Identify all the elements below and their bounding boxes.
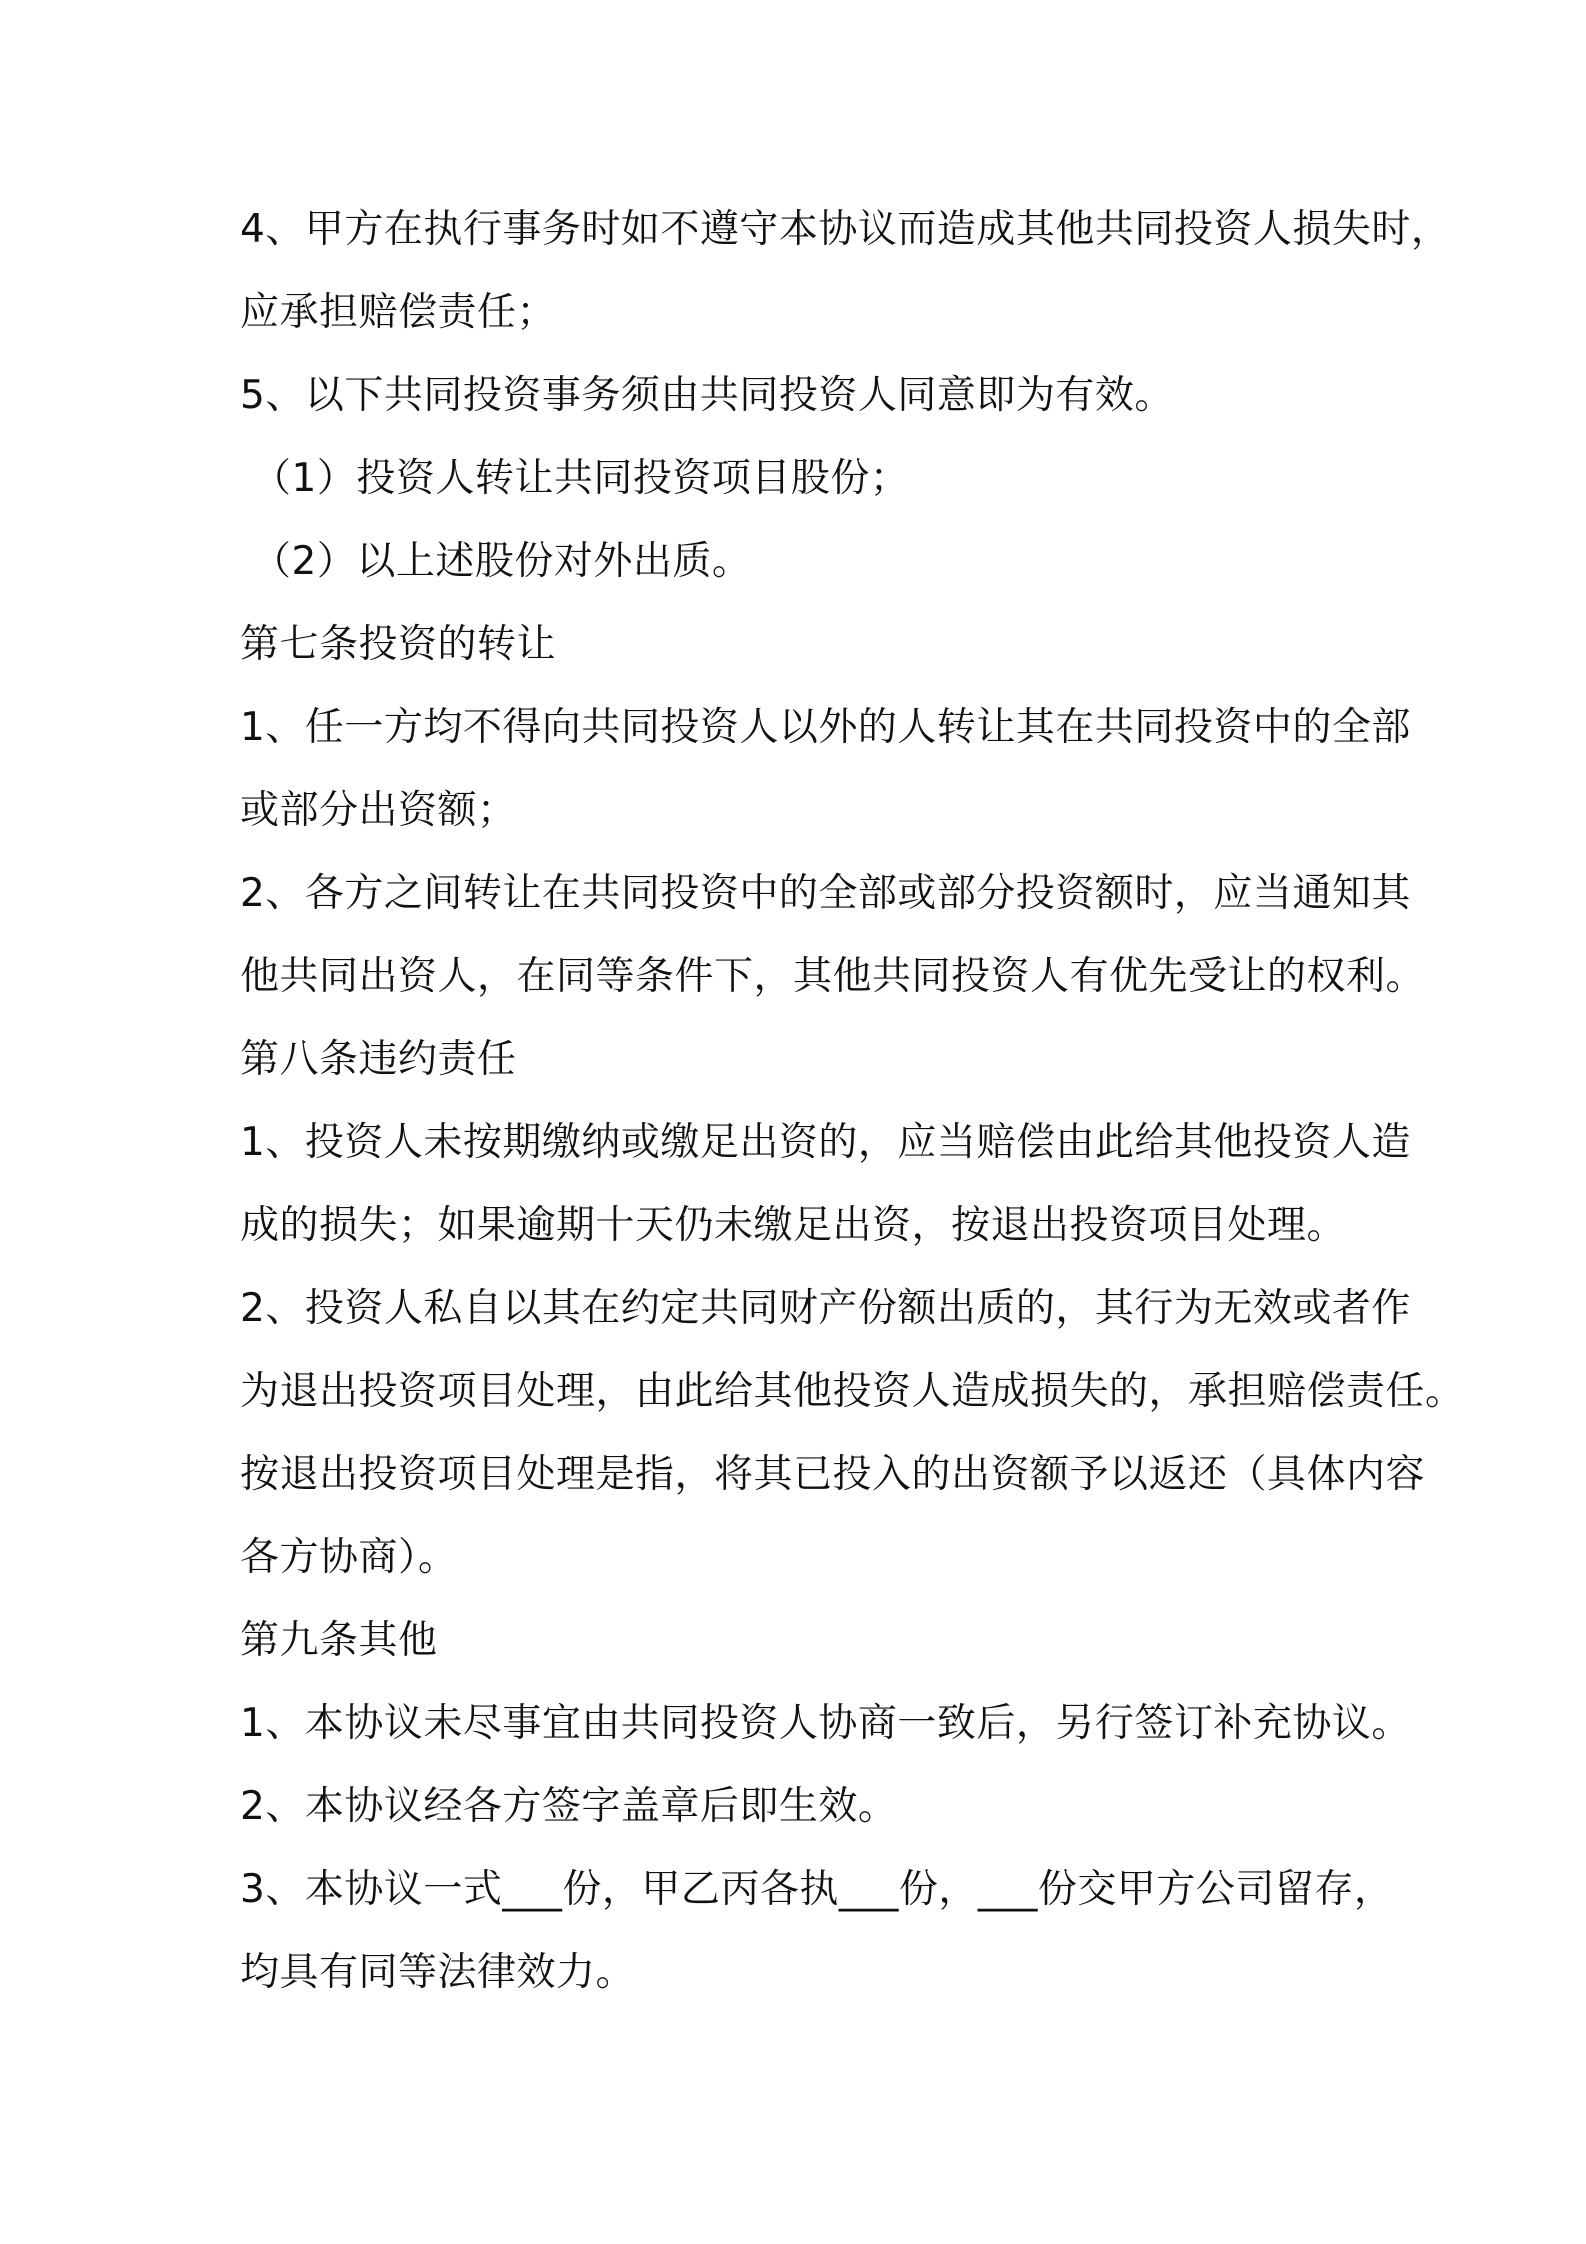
clause-9-item-3-line-1: 3、本协议一式___份，甲乙丙各执___份，___份交甲方公司留存， [240,1867,1394,1912]
clause-8-item-1-line-1: 1、投资人未按期缴纳或缴足出资的，应当赔偿由此给其他投资人造 [240,1120,1411,1165]
clause-8-item-2-line-2: 为退出投资项目处理，由此给其他投资人造成损失的，承担赔偿责任。 [240,1369,1465,1414]
clause-9-item-3-line-2: 均具有同等法律效力。 [240,1950,636,1995]
clause-7-item-1-line-1: 1、任一方均不得向共同投资人以外的人转让其在共同投资中的全部 [240,705,1411,750]
clause-6-item-5-sub-2: （2）以上述股份对外出质。 [252,539,752,584]
clause-9-item-1: 1、本协议未尽事宜由共同投资人协商一致后，另行签订补充协议。 [240,1701,1411,1746]
clause-8-item-2-line-1: 2、投资人私自以其在约定共同财产份额出质的，其行为无效或者作 [240,1286,1411,1331]
clause-7-item-2-line-1: 2、各方之间转让在共同投资中的全部或部分投资额时，应当通知其 [240,871,1411,916]
clause-7-item-1-line-2: 或部分出资额； [240,788,517,833]
clause-6-item-5-sub-1: （1）投资人转让共同投资项目股份； [252,456,910,501]
clause-9-heading: 第九条其他 [240,1618,438,1663]
clause-9-item-2: 2、本协议经各方签字盖章后即生效。 [240,1784,898,1829]
clause-6-item-4-line-2: 应承担赔偿责任； [240,290,557,335]
clause-8-item-2-line-4: 各方协商）。 [240,1535,458,1580]
clause-8-heading: 第八条违约责任 [240,1037,517,1082]
clause-6-item-5: 5、以下共同投资事务须由共同投资人同意即为有效。 [240,373,1174,418]
clause-7-item-2-line-2: 他共同出资人，在同等条件下，其他共同投资人有优先受让的权利。 [240,954,1426,999]
clause-8-item-2-line-3: 按退出投资项目处理是指，将其已投入的出资额予以返还（具体内容 [240,1452,1426,1497]
clause-8-item-1-line-2: 成的损失；如果逾期十天仍未缴足出资，按退出投资项目处理。 [240,1203,1347,1248]
clause-6-item-4-line-1: 4、甲方在执行事务时如不遵守本协议而造成其他共同投资人损失时， [240,207,1451,252]
clause-7-heading: 第七条投资的转让 [240,622,557,667]
